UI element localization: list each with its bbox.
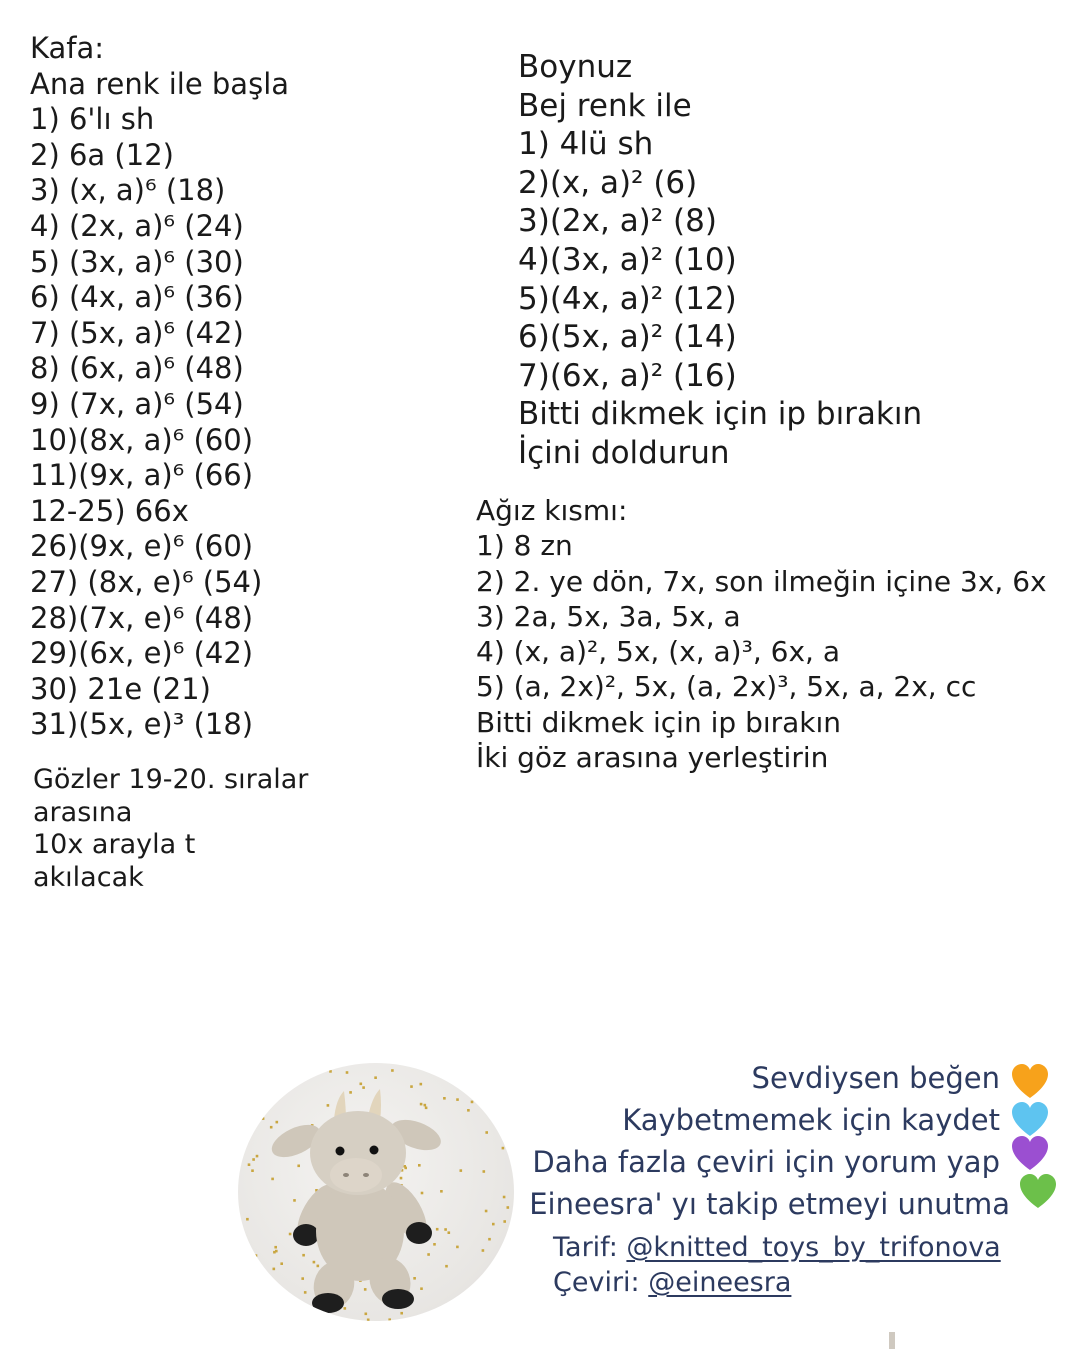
head-pattern-row: 8) (6x, a)⁶ (48) — [30, 351, 244, 386]
head-pattern-row: 26)(9x, e)⁶ (60) — [30, 529, 254, 564]
confetti-piece — [276, 1121, 279, 1124]
confetti-piece — [274, 1246, 277, 1249]
confetti-piece — [271, 1178, 274, 1181]
confetti-piece — [436, 1228, 439, 1231]
confetti-piece — [273, 1268, 276, 1271]
confetti-piece — [410, 1085, 413, 1088]
purple-heart-icon — [1010, 1134, 1050, 1174]
confetti-piece — [485, 1131, 488, 1134]
head-pattern-row: Kafa: — [30, 31, 105, 65]
confetti-piece — [482, 1249, 485, 1252]
confetti-piece — [502, 1147, 505, 1150]
right-eye — [370, 1146, 379, 1155]
cta-line: Sevdiysen beğen — [751, 1061, 1000, 1095]
eyes-note — [33, 766, 308, 896]
head-pattern-row: 30) 21e (21) — [30, 671, 211, 706]
confetti-piece — [497, 1313, 500, 1316]
head-pattern-row: Ana renk ile başla — [30, 66, 290, 101]
confetti-piece — [297, 1165, 300, 1168]
confetti-piece — [467, 1109, 470, 1112]
confetti-piece — [471, 1101, 474, 1104]
confetti-piece — [418, 1164, 421, 1167]
confetti-piece — [327, 1104, 330, 1107]
confetti-piece — [362, 1086, 365, 1089]
mouth-pattern-row: 3) 2a, 5x, 3a, 5x, a — [476, 599, 741, 633]
cta-line: Kaybetmemek için kaydet — [622, 1103, 1000, 1137]
head-pattern-row: 31)(5x, e)³ (18) — [30, 707, 254, 742]
mouth-pattern-row: İki göz arasına yerleştirin — [476, 741, 829, 775]
cta-line: Eineesra' yı takip etmeyi unutma — [529, 1187, 1010, 1221]
head-pattern-row: 2) 6a (12) — [30, 137, 174, 172]
confetti-piece — [427, 1253, 430, 1256]
recipe-label: Tarif: — [553, 1232, 627, 1263]
confetti-piece — [456, 1246, 459, 1249]
confetti-piece — [421, 1192, 424, 1195]
left-hoof-arm — [293, 1224, 319, 1246]
mouth-pattern-section — [476, 494, 1047, 779]
confetti-piece — [240, 1156, 243, 1159]
left-hoof-leg — [312, 1293, 344, 1313]
confetti-piece — [487, 1090, 490, 1093]
head-pattern-row: 11)(9x, a)⁶ (66) — [30, 458, 254, 493]
confetti-piece — [287, 1076, 290, 1079]
confetti-piece — [413, 1277, 416, 1280]
horn-pattern-row: İçini doldurun — [518, 434, 730, 471]
horn-pattern-row: Bej renk ile — [518, 87, 692, 124]
confetti-piece — [360, 1083, 363, 1086]
translation-label: Çeviri: — [553, 1267, 649, 1298]
mouth-pattern-row: 5) (a, 2x)², 5x, (a, 2x)³, 5x, a, 2x, cc — [476, 670, 977, 704]
confetti-piece — [325, 1069, 328, 1072]
snout — [330, 1158, 382, 1192]
left-eye — [336, 1147, 345, 1156]
confetti-piece — [483, 1308, 486, 1311]
confetti-piece — [388, 1318, 391, 1321]
confetti-piece — [313, 1261, 316, 1264]
credits — [553, 1234, 1001, 1304]
mouth-pattern-row: 4) (x, a)², 5x, (x, a)³, 6x, a — [476, 635, 840, 669]
confetti-piece — [251, 1169, 254, 1172]
head-pattern-row: 4) (2x, a)⁶ (24) — [30, 208, 244, 243]
confetti-piece — [280, 1262, 283, 1265]
horn-pattern-row: 1) 4lü sh — [518, 126, 654, 163]
head-pattern-row: 3) (x, a)⁶ (18) — [30, 173, 226, 208]
confetti-piece — [445, 1265, 448, 1268]
confetti-piece — [293, 1199, 296, 1202]
left-nostril — [343, 1173, 349, 1177]
crochet-cow-illustration — [238, 1063, 514, 1321]
confetti-piece — [494, 1285, 497, 1288]
confetti-piece — [502, 1112, 505, 1115]
head-pattern-row: 12-25) 66x — [30, 493, 189, 528]
confetti-piece — [433, 1243, 436, 1246]
head-pattern-row: 28)(7x, e)⁶ (48) — [30, 600, 254, 635]
confetti-piece — [252, 1158, 255, 1161]
confetti-piece — [483, 1170, 486, 1173]
confetti-piece — [420, 1287, 423, 1290]
confetti-piece — [245, 1103, 248, 1106]
confetti-piece — [488, 1238, 491, 1241]
eyes-note-line: Gözler 19-20. sıralar — [33, 764, 309, 795]
mouth-pattern-row: 2) 2. ye dön, 7x, son ilmeğin içine 3x, 6x — [476, 564, 1047, 598]
confetti-piece — [503, 1220, 506, 1223]
cta-line: Daha fazla çeviri için yorum yap — [532, 1145, 1000, 1179]
horn-pattern-row: 7)(6x, a)² (16) — [518, 357, 737, 394]
confetti-piece — [443, 1097, 446, 1100]
confetti-piece — [400, 1177, 403, 1180]
head-pattern-row: 29)(6x, e)⁶ (42) — [30, 636, 254, 671]
confetti-piece — [400, 1312, 403, 1315]
recipe-credit — [553, 1234, 1001, 1269]
confetti-piece — [301, 1277, 304, 1280]
mouth-pattern-row: 1) 8 zn — [476, 529, 573, 563]
confetti-piece — [391, 1069, 394, 1072]
confetti-piece — [261, 1081, 264, 1084]
confetti-piece — [420, 1103, 423, 1106]
head-pattern-row: 10)(8x, a)⁶ (60) — [30, 422, 254, 457]
head-pattern-row: 27) (8x, e)⁶ (54) — [30, 564, 263, 599]
confetti-piece — [424, 1104, 427, 1107]
confetti-piece — [492, 1223, 495, 1226]
confetti-piece — [374, 1076, 377, 1079]
confetti-piece — [349, 1091, 352, 1094]
horn-pattern-row: Boynuz — [518, 49, 633, 85]
horn-pattern-section — [518, 49, 923, 477]
right-hoof-arm — [406, 1222, 432, 1244]
confetti-piece — [256, 1155, 259, 1158]
confetti-piece — [455, 1299, 458, 1302]
horn-pattern-row: 2)(x, a)² (6) — [518, 164, 698, 201]
confetti-piece — [289, 1233, 292, 1236]
toy-photo — [238, 1063, 514, 1321]
call-to-action — [529, 1061, 1010, 1232]
recipe-handle-link[interactable]: @knitted_toys_by_trifonova — [626, 1232, 1001, 1263]
confetti-piece — [444, 1228, 447, 1231]
confetti-piece — [346, 1071, 349, 1074]
confetti-piece — [270, 1126, 273, 1129]
confetti-piece — [260, 1290, 263, 1293]
confetti-piece — [367, 1319, 370, 1322]
confetti-piece — [255, 1254, 258, 1257]
orange-heart-icon — [1010, 1062, 1050, 1102]
confetti-piece — [425, 1107, 428, 1110]
confetti-piece — [473, 1071, 476, 1074]
confetti-piece — [263, 1319, 266, 1321]
horn-pattern-row: 6)(5x, a)² (14) — [518, 319, 737, 356]
confetti-piece — [329, 1070, 332, 1073]
confetti-piece — [503, 1196, 506, 1199]
eyes-note-line: 10x arayla t — [33, 829, 196, 860]
confetti-piece — [302, 1254, 305, 1257]
mouth-pattern-row: Bitti dikmek için ip bırakın — [476, 705, 842, 739]
translation-handle-link[interactable]: @eineesra — [648, 1267, 792, 1298]
confetti-piece — [248, 1163, 251, 1166]
confetti-piece — [259, 1290, 262, 1293]
confetti-piece — [271, 1295, 274, 1298]
confetti-piece — [440, 1190, 443, 1193]
confetti-piece — [475, 1313, 478, 1316]
mouth-pattern-row: Ağız kısmı: — [476, 494, 628, 527]
confetti-piece — [365, 1313, 368, 1316]
head-pattern-row: 5) (3x, a)⁶ (30) — [30, 244, 244, 279]
confetti-piece — [261, 1068, 264, 1071]
confetti-piece — [275, 1250, 278, 1253]
right-hoof-leg — [382, 1289, 414, 1309]
confetti-piece — [312, 1310, 315, 1313]
confetti-piece — [448, 1231, 451, 1234]
horn-pattern-row: Bitti dikmek için ip bırakın — [518, 396, 923, 433]
confetti-piece — [364, 1288, 367, 1291]
confetti-piece — [246, 1218, 249, 1221]
confetti-piece — [344, 1307, 347, 1310]
green-heart-icon — [1018, 1172, 1058, 1212]
confetti-piece — [262, 1117, 265, 1120]
head-pattern-row: 9) (7x, a)⁶ (54) — [30, 386, 244, 421]
confetti-piece — [240, 1258, 243, 1261]
right-nostril — [363, 1173, 369, 1177]
confetti-piece — [304, 1291, 307, 1294]
head-pattern-row: 1) 6'lı sh — [30, 102, 155, 137]
horn-pattern-row: 5)(4x, a)² (12) — [518, 280, 737, 317]
horn-pattern-row: 3)(2x, a)² (8) — [518, 203, 717, 240]
confetti-piece — [420, 1083, 423, 1086]
confetti-piece — [485, 1210, 488, 1213]
confetti-piece — [260, 1302, 263, 1305]
eyes-note-line: arasına — [33, 796, 133, 828]
confetti-piece — [317, 1265, 320, 1268]
translation-credit — [553, 1269, 1001, 1304]
confetti-piece — [507, 1206, 510, 1209]
confetti-piece — [460, 1169, 463, 1172]
head-pattern-row: 7) (5x, a)⁶ (42) — [30, 315, 244, 350]
confetti-piece — [456, 1098, 459, 1101]
confetti-piece — [262, 1105, 265, 1108]
head-pattern-section — [30, 31, 290, 746]
head-pattern-row: 6) (4x, a)⁶ (36) — [30, 280, 244, 315]
bottom-mark — [889, 1332, 895, 1349]
confetti-piece — [283, 1063, 286, 1066]
confetti-piece — [285, 1073, 288, 1076]
eyes-note-line: akılacak — [33, 861, 144, 893]
confetti-piece — [285, 1317, 288, 1320]
horn-pattern-row: 4)(3x, a)² (10) — [518, 241, 737, 278]
